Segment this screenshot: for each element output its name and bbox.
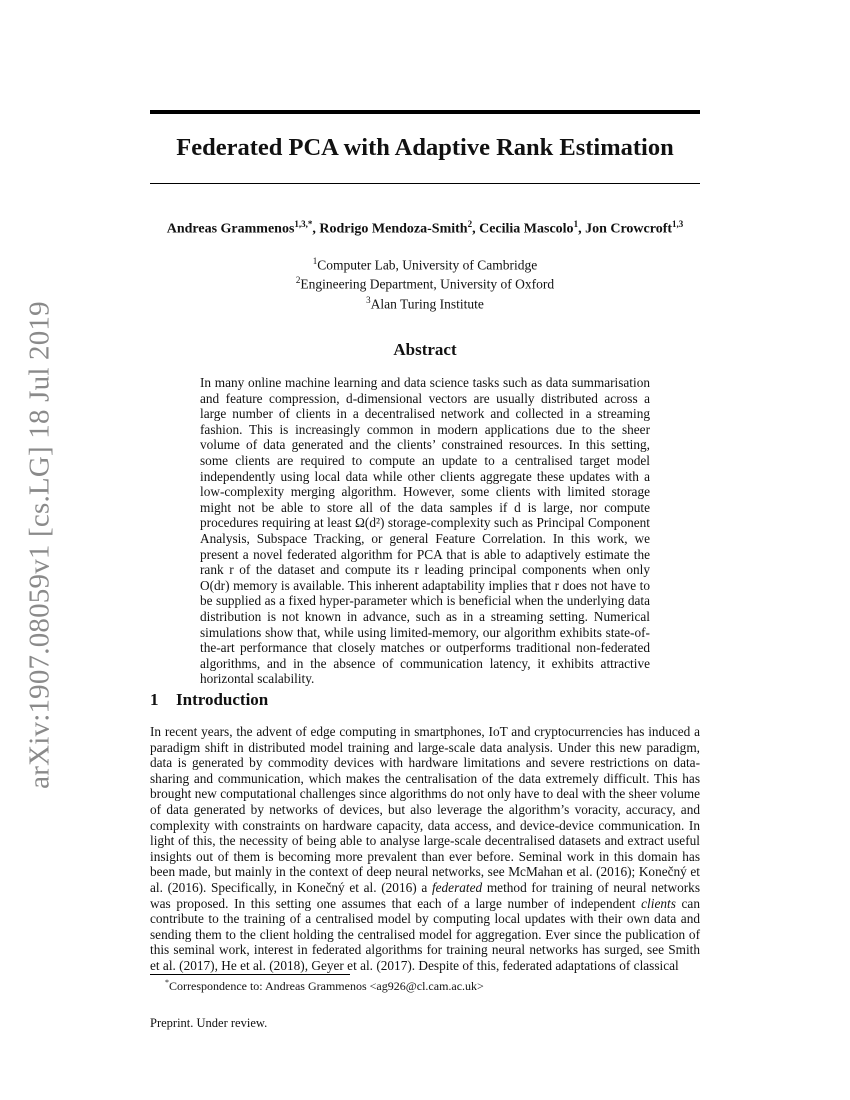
arxiv-side-label: arXiv:1907.08059v1 [cs.LG] 18 Jul 2019 [23,301,56,789]
author-separator: , [472,221,480,237]
footnote [165,978,484,994]
author-affil-sup: 1,3, [294,219,308,229]
section-heading-introduction [150,690,268,710]
affiliation [150,293,700,312]
preprint-note: Preprint. Under review. [150,1016,268,1030]
paper-title: Federated PCA with Adaptive Rank Estimation [176,134,674,161]
footnote-marker: * [165,978,169,987]
affiliation-list [150,254,700,312]
affiliation-name: Alan Turing Institute [370,296,484,312]
affiliation-number: 2 [295,275,301,286]
author-name: Jon Crowcroft [585,221,673,237]
section-number: 1 [150,690,159,709]
intro-text: can contribute to the training of a centralised model by computing local updates with their own data and sending them to the client holding the centralised model for aggregation. Ever since the publication of this seminal work, interest in federated algorithms for training neural networks has surged, see Smith et al. (2017), He et al. (2018), Geyer et al. (2017). Despite of this, federated adaptations of classical [150,895,700,973]
footnote-marker: * [307,219,313,229]
intro-text: method for training of neural networks was proposed. In this setting one assumes that each of a large number of independent [150,879,700,911]
author-affil-sup: 1,3 [672,219,684,229]
intro-emphasis: federated [431,879,483,895]
section-title: Introduction [176,690,269,709]
title-rule-top [150,110,700,114]
affiliation-number: 3 [366,294,371,305]
introduction-body [150,724,700,974]
author-name: Cecilia Mascolo [479,221,574,237]
author-name: Rodrigo Mendoza-Smith [319,221,468,237]
author-name: Andreas Grammenos [166,221,295,237]
author-list [120,219,730,238]
intro-text: In recent years, the advent of edge computing in smartphones, IoT and cryptocurrencies has induced a paradigm shift in distributed model training and large-scale data analysis. Under this new paradigm, data is generated by commodity devices with hardware limitations and severe restrictions on data-sharing and communication, which makes the centralisation of the data extremely difficult. This has brought new computational challenges since algorithms do not only have to deal with the sheer volume of data generated by networks of devices, but also leverage the algorithm’s voracity, accuracy, and complexity with constraints on hardware capacity, data access, and device-device communication. In light of this, the necessity of being able to analyse large-scale decentralised datasets and extract useful insights out of them is becoming more prevalent than ever before. Seminal work in this domain has been made, but mainly in the context of deep neural networks, see McMahan et al. (2016); Konečný et al. (2016). Specifically, in Konečný et al. (2016) a [150,724,700,895]
author-affil-sup: 1 [573,219,579,229]
title-rule-bottom [150,183,700,184]
abstract-heading: Abstract [393,340,457,359]
author-separator: , [578,221,586,237]
affiliation-name: Engineering Department, University of Oxford [300,276,555,292]
affiliation-number: 1 [312,256,318,266]
intro-emphasis: clients [641,895,676,911]
footnote-rule [150,974,350,975]
author-affil-sup: 2 [467,219,473,229]
author-separator: , [312,221,320,237]
footnote-text: Correspondence to: Andreas Grammenos <ag926@cl.cam.ac.uk> [169,979,484,993]
affiliation [150,273,700,292]
affiliation [150,254,700,273]
abstract-body: In many online machine learning and data science tasks such as data summarisation and feature compression, d-dimensional vectors are usually distributed across a large number of clients in a decentralised network and collected in a streaming fashion. This is increasingly common in modern applications due to the sheer volume of data generated and the clients’ constrained resources. In this setting, some clients are required to compute an update to a centralised target model independently using local data while other clients aggregate these updates with a low-complexity merging algorithm. However, some clients with limited storage might not be able to store all of the data samples if d is large, nor compute procedures requiring at least Ω(d²) storage-complexity such as Principal Component Analysis, Subspace Tracking, or general Feature Correlation. In this work, we present a novel federated algorithm for PCA that is able to adaptively estimate the rank r of the dataset and compute its r leading principal components when only O(dr) memory is available. This inherent adaptability implies that r does not have to be supplied as a fixed hyper-parameter which is beneficial when the underlying data distribution is not known in advance, such as in a streaming setting. Numerical simulations show that, while using limited-memory, our algorithm exhibits state-of-the-art performance that closely matches or outperforms traditional non-federated algorithms, and in the absence of communication latency, it exhibits attractive horizontal scalability. [200,375,650,687]
affiliation-name: Computer Lab, University of Cambridge [317,257,538,273]
